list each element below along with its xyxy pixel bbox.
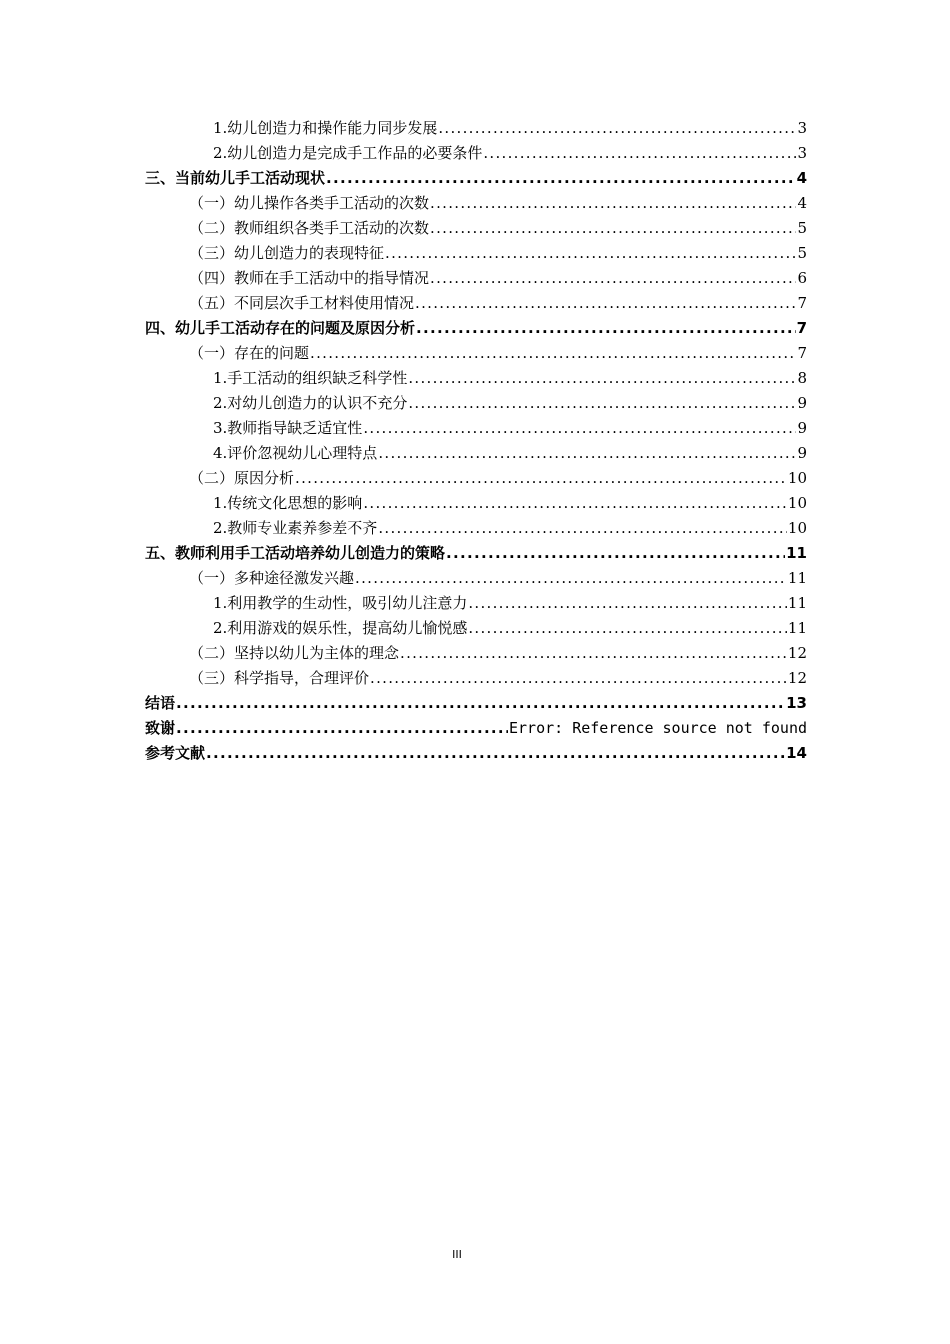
toc-entry-title: 4.评价忽视幼儿心理特点: [213, 444, 378, 462]
toc-entry-title: 1.手工活动的组织缺乏科学性: [213, 369, 408, 387]
toc-entry-title: 教师利用手工活动培养幼儿创造力的策略: [175, 544, 446, 562]
toc-entry[interactable]: [145, 116, 807, 141]
toc-entry-page: 7: [797, 344, 807, 362]
toc-entry-title: 2.利用游戏的娱乐性，提高幼儿愉悦感: [213, 619, 468, 637]
toc-entry[interactable]: [145, 541, 807, 566]
toc-entry[interactable]: [145, 241, 807, 266]
toc-entry-page: 11: [787, 619, 807, 637]
toc-entry-title: 参考文献: [145, 744, 206, 762]
toc-entry-title: 致谢: [145, 719, 176, 737]
toc-entry-page: 11: [787, 569, 807, 587]
toc-entry-number: 五、: [145, 544, 176, 562]
toc-entry[interactable]: [145, 666, 807, 691]
toc-entry[interactable]: [145, 266, 807, 291]
toc-entry-page: 10: [787, 494, 807, 512]
toc-entry-title: 1.利用教学的生动性，吸引幼儿注意力: [213, 594, 468, 612]
toc-dot-leader: [295, 466, 787, 491]
toc-entry-page: 7: [797, 294, 807, 312]
toc-dot-leader: [363, 491, 787, 516]
toc-entry-page: 4: [797, 194, 807, 212]
toc-dot-leader: [176, 716, 508, 741]
toc-dot-leader: [378, 441, 796, 466]
toc-entry-page: 13: [786, 694, 807, 712]
toc-entry[interactable]: [145, 416, 807, 441]
toc-entry[interactable]: [145, 466, 807, 491]
toc-entry-title: （二）教师组织各类手工活动的次数: [189, 219, 430, 237]
toc-dot-leader: [310, 341, 796, 366]
toc-entry-title: 幼儿手工活动存在的问题及原因分析: [175, 319, 416, 337]
toc-entry-title: （三）科学指导，合理评价: [189, 669, 370, 687]
toc-entry-page: 11: [786, 544, 807, 562]
toc-entry-title: 1.传统文化思想的影响: [213, 494, 363, 512]
toc-entry[interactable]: [145, 216, 807, 241]
toc-dot-leader: [415, 291, 796, 316]
toc-entry-title: （一）幼儿操作各类手工活动的次数: [189, 194, 430, 212]
toc-entry-title: （三）幼儿创造力的表现特征: [189, 244, 385, 262]
toc-entry-page: 9: [797, 394, 807, 412]
toc-dot-leader: [468, 616, 787, 641]
toc-entry-title: （四）教师在手工活动中的指导情况: [189, 269, 430, 287]
toc-entry-title: 当前幼儿手工活动现状: [175, 169, 326, 187]
toc-dot-leader: [355, 566, 787, 591]
toc-dot-leader: [385, 241, 796, 266]
toc-entry[interactable]: [145, 316, 807, 341]
toc-entry-page: 6: [797, 269, 807, 287]
toc-dot-leader: [408, 391, 796, 416]
toc-dot-leader: [326, 166, 796, 191]
table-of-contents: [145, 116, 807, 766]
toc-entry-title: 2.对幼儿创造力的认识不充分: [213, 394, 408, 412]
toc-entry-title: （五）不同层次手工材料使用情况: [189, 294, 415, 312]
toc-dot-leader: [430, 216, 796, 241]
toc-entry[interactable]: [145, 616, 807, 641]
toc-entry-number: 四、: [145, 319, 176, 337]
toc-entry-page: 5: [797, 219, 807, 237]
toc-dot-leader: [408, 366, 796, 391]
toc-entry-page: 4: [796, 169, 807, 187]
toc-entry-title: （一）多种途径激发兴趣: [189, 569, 355, 587]
toc-entry-page: 9: [797, 444, 807, 462]
toc-dot-leader: [370, 666, 787, 691]
toc-entry[interactable]: [145, 741, 807, 766]
toc-entry-page: 12: [787, 644, 807, 662]
toc-entry-title: （二）原因分析: [189, 469, 295, 487]
toc-entry[interactable]: [145, 141, 807, 166]
toc-entry-page: 3: [797, 119, 807, 137]
page-number: III: [452, 1248, 462, 1261]
toc-entry-page: 3: [797, 144, 807, 162]
toc-entry[interactable]: [145, 566, 807, 591]
toc-entry[interactable]: [145, 591, 807, 616]
toc-dot-leader: [438, 116, 796, 141]
toc-entry-page: 9: [797, 419, 807, 437]
toc-entry-page: 12: [787, 669, 807, 687]
toc-entry[interactable]: [145, 641, 807, 666]
toc-entry-page: Error: Reference source not found: [508, 719, 807, 737]
toc-dot-leader: [176, 691, 785, 716]
toc-entry-title: 2.幼儿创造力是完成手工作品的必要条件: [213, 144, 483, 162]
toc-entry-page: 8: [797, 369, 807, 387]
toc-entry-title: （二）坚持以幼儿为主体的理念: [189, 644, 400, 662]
toc-dot-leader: [416, 316, 796, 341]
toc-dot-leader: [430, 191, 796, 216]
toc-dot-leader: [468, 591, 787, 616]
toc-entry-title: 3.教师指导缺乏适宜性: [213, 419, 363, 437]
toc-entry[interactable]: [145, 166, 807, 191]
toc-dot-leader: [483, 141, 796, 166]
toc-entry[interactable]: [145, 691, 807, 716]
toc-entry[interactable]: [145, 341, 807, 366]
toc-dot-leader: [378, 516, 787, 541]
toc-entry-page: 10: [787, 469, 807, 487]
toc-entry[interactable]: [145, 366, 807, 391]
toc-entry[interactable]: [145, 391, 807, 416]
toc-entry-title: 2.教师专业素养参差不齐: [213, 519, 378, 537]
toc-entry-page: 11: [787, 594, 807, 612]
toc-entry-number: 三、: [145, 169, 176, 187]
toc-dot-leader: [430, 266, 796, 291]
toc-entry-page: 5: [797, 244, 807, 262]
toc-entry-title: （一）存在的问题: [189, 344, 310, 362]
toc-entry[interactable]: [145, 291, 807, 316]
toc-entry-page: 7: [796, 319, 807, 337]
toc-entry-page: 14: [786, 744, 807, 762]
toc-dot-leader: [446, 541, 785, 566]
toc-dot-leader: [206, 741, 785, 766]
toc-entry[interactable]: [145, 716, 807, 741]
toc-entry[interactable]: [145, 516, 807, 541]
toc-entry[interactable]: [145, 441, 807, 466]
toc-entry-page: 10: [787, 519, 807, 537]
toc-dot-leader: [400, 641, 787, 666]
toc-entry-title: 结语: [145, 694, 176, 712]
toc-dot-leader: [363, 416, 796, 441]
toc-entry[interactable]: [145, 491, 807, 516]
toc-entry-title: 1.幼儿创造力和操作能力同步发展: [213, 119, 438, 137]
toc-entry[interactable]: [145, 191, 807, 216]
